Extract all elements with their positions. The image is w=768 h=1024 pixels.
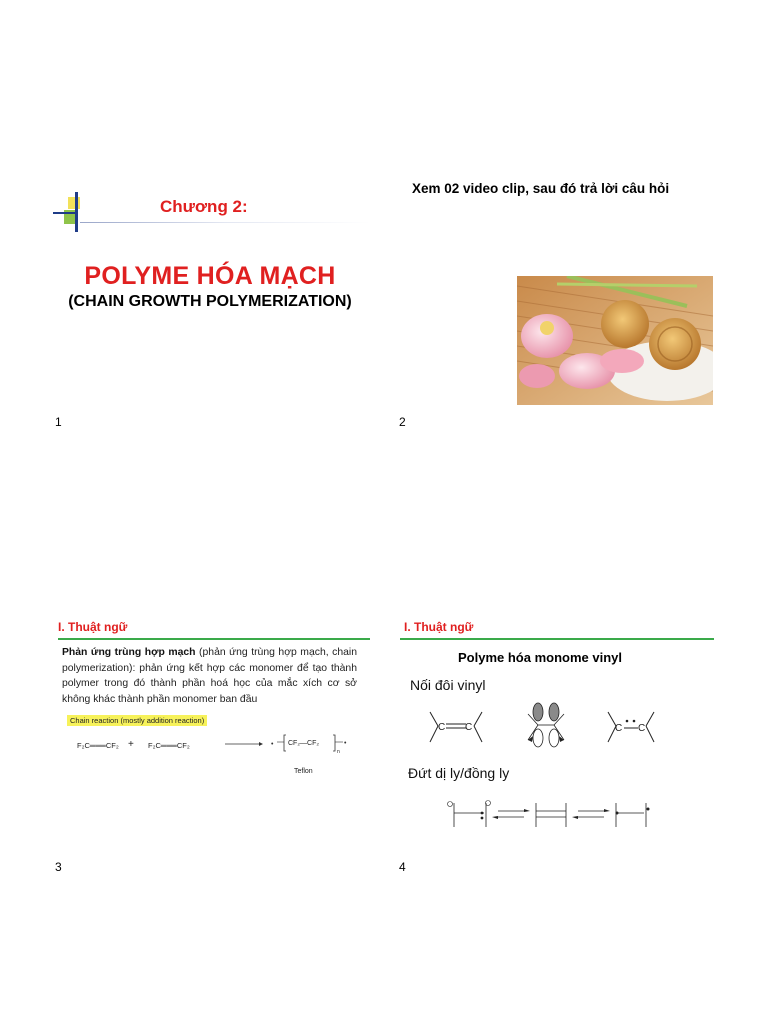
slide3-definition — [62, 645, 357, 707]
reaction-arrow — [225, 741, 265, 749]
monomer-2: F₂C═══CF₂ — [148, 741, 190, 750]
page-number-1: 1 — [55, 415, 62, 429]
svg-text:C: C — [638, 723, 646, 734]
page-number-2: 2 — [399, 415, 406, 429]
slide1-title: POLYME HÓA MẠCH — [84, 262, 336, 290]
bond-cleavage-label: Đứt dị ly/đồng ly — [408, 765, 510, 781]
svg-text:C: C — [615, 723, 623, 734]
chain-reaction-label: Chain reaction (mostly addition reaction) — [67, 715, 207, 726]
title-decoration — [53, 192, 103, 234]
title-divider — [80, 222, 370, 223]
slide3-rule — [58, 638, 370, 640]
chapter-label: Chương 2: — [160, 197, 248, 216]
svg-text:C: C — [438, 722, 446, 733]
slide1-subtitle: (CHAIN GROWTH POLYMERIZATION) — [68, 293, 352, 310]
svg-text:C: C — [465, 722, 473, 733]
polymer-repeat-unit: CF₂—CF₂ — [288, 740, 320, 747]
slide4-rule — [400, 638, 714, 640]
page-number-4: 4 — [399, 860, 406, 874]
teflon-label: Teflon — [294, 768, 313, 775]
svg-text:•: • — [344, 740, 347, 747]
slide3-section-heading: I. Thuật ngữ — [58, 620, 128, 634]
bond-cleavage-diagram — [440, 795, 660, 835]
page-number-3: 3 — [55, 860, 62, 874]
slide2-heading: Xem 02 video clip, sau đó trả lời câu hỏi — [412, 181, 670, 196]
monomer-1: F₂C═══CF₂ — [77, 741, 119, 750]
definition-text: (phản ứng trùng hợp mạch, chain polymerization): phản ứng kết hợp các monomer để tạo thành polymer trong đó thành phần hoá học của mắc xích cơ sở không khác thành phần monomer ban đầu — [62, 647, 357, 705]
vinyl-double-bond-label: Nối đôi vinyl — [410, 677, 486, 693]
slide4-section-heading: I. Thuật ngữ — [404, 620, 474, 634]
vinyl-bond-diagrams — [420, 700, 660, 752]
svg-text:•: • — [271, 741, 274, 748]
plus-sign: + — [128, 739, 134, 750]
mooncake-lotus-photo — [517, 276, 713, 405]
term: Phản ứng trùng hợp mạch — [62, 647, 196, 658]
slide4-title: Polyme hóa monome vinyl — [458, 650, 622, 665]
polymer-subscript: n — [337, 749, 340, 755]
